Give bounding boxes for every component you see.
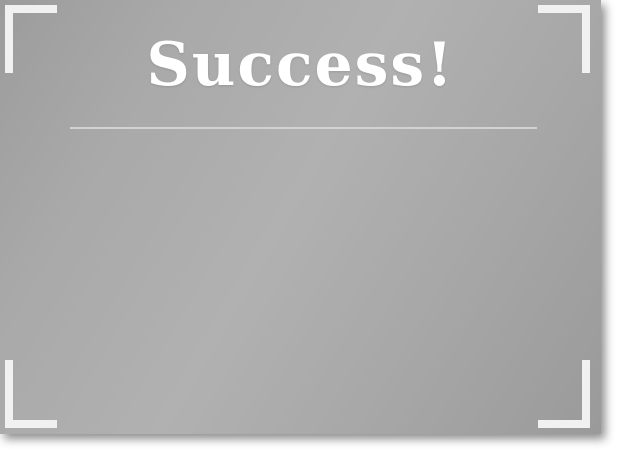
corner-bracket-bottom-right: [538, 356, 590, 428]
title-divider: [70, 127, 537, 129]
corner-bracket-bottom-left: [5, 356, 57, 428]
success-title: Success!: [146, 30, 455, 100]
message-area: [70, 140, 537, 410]
